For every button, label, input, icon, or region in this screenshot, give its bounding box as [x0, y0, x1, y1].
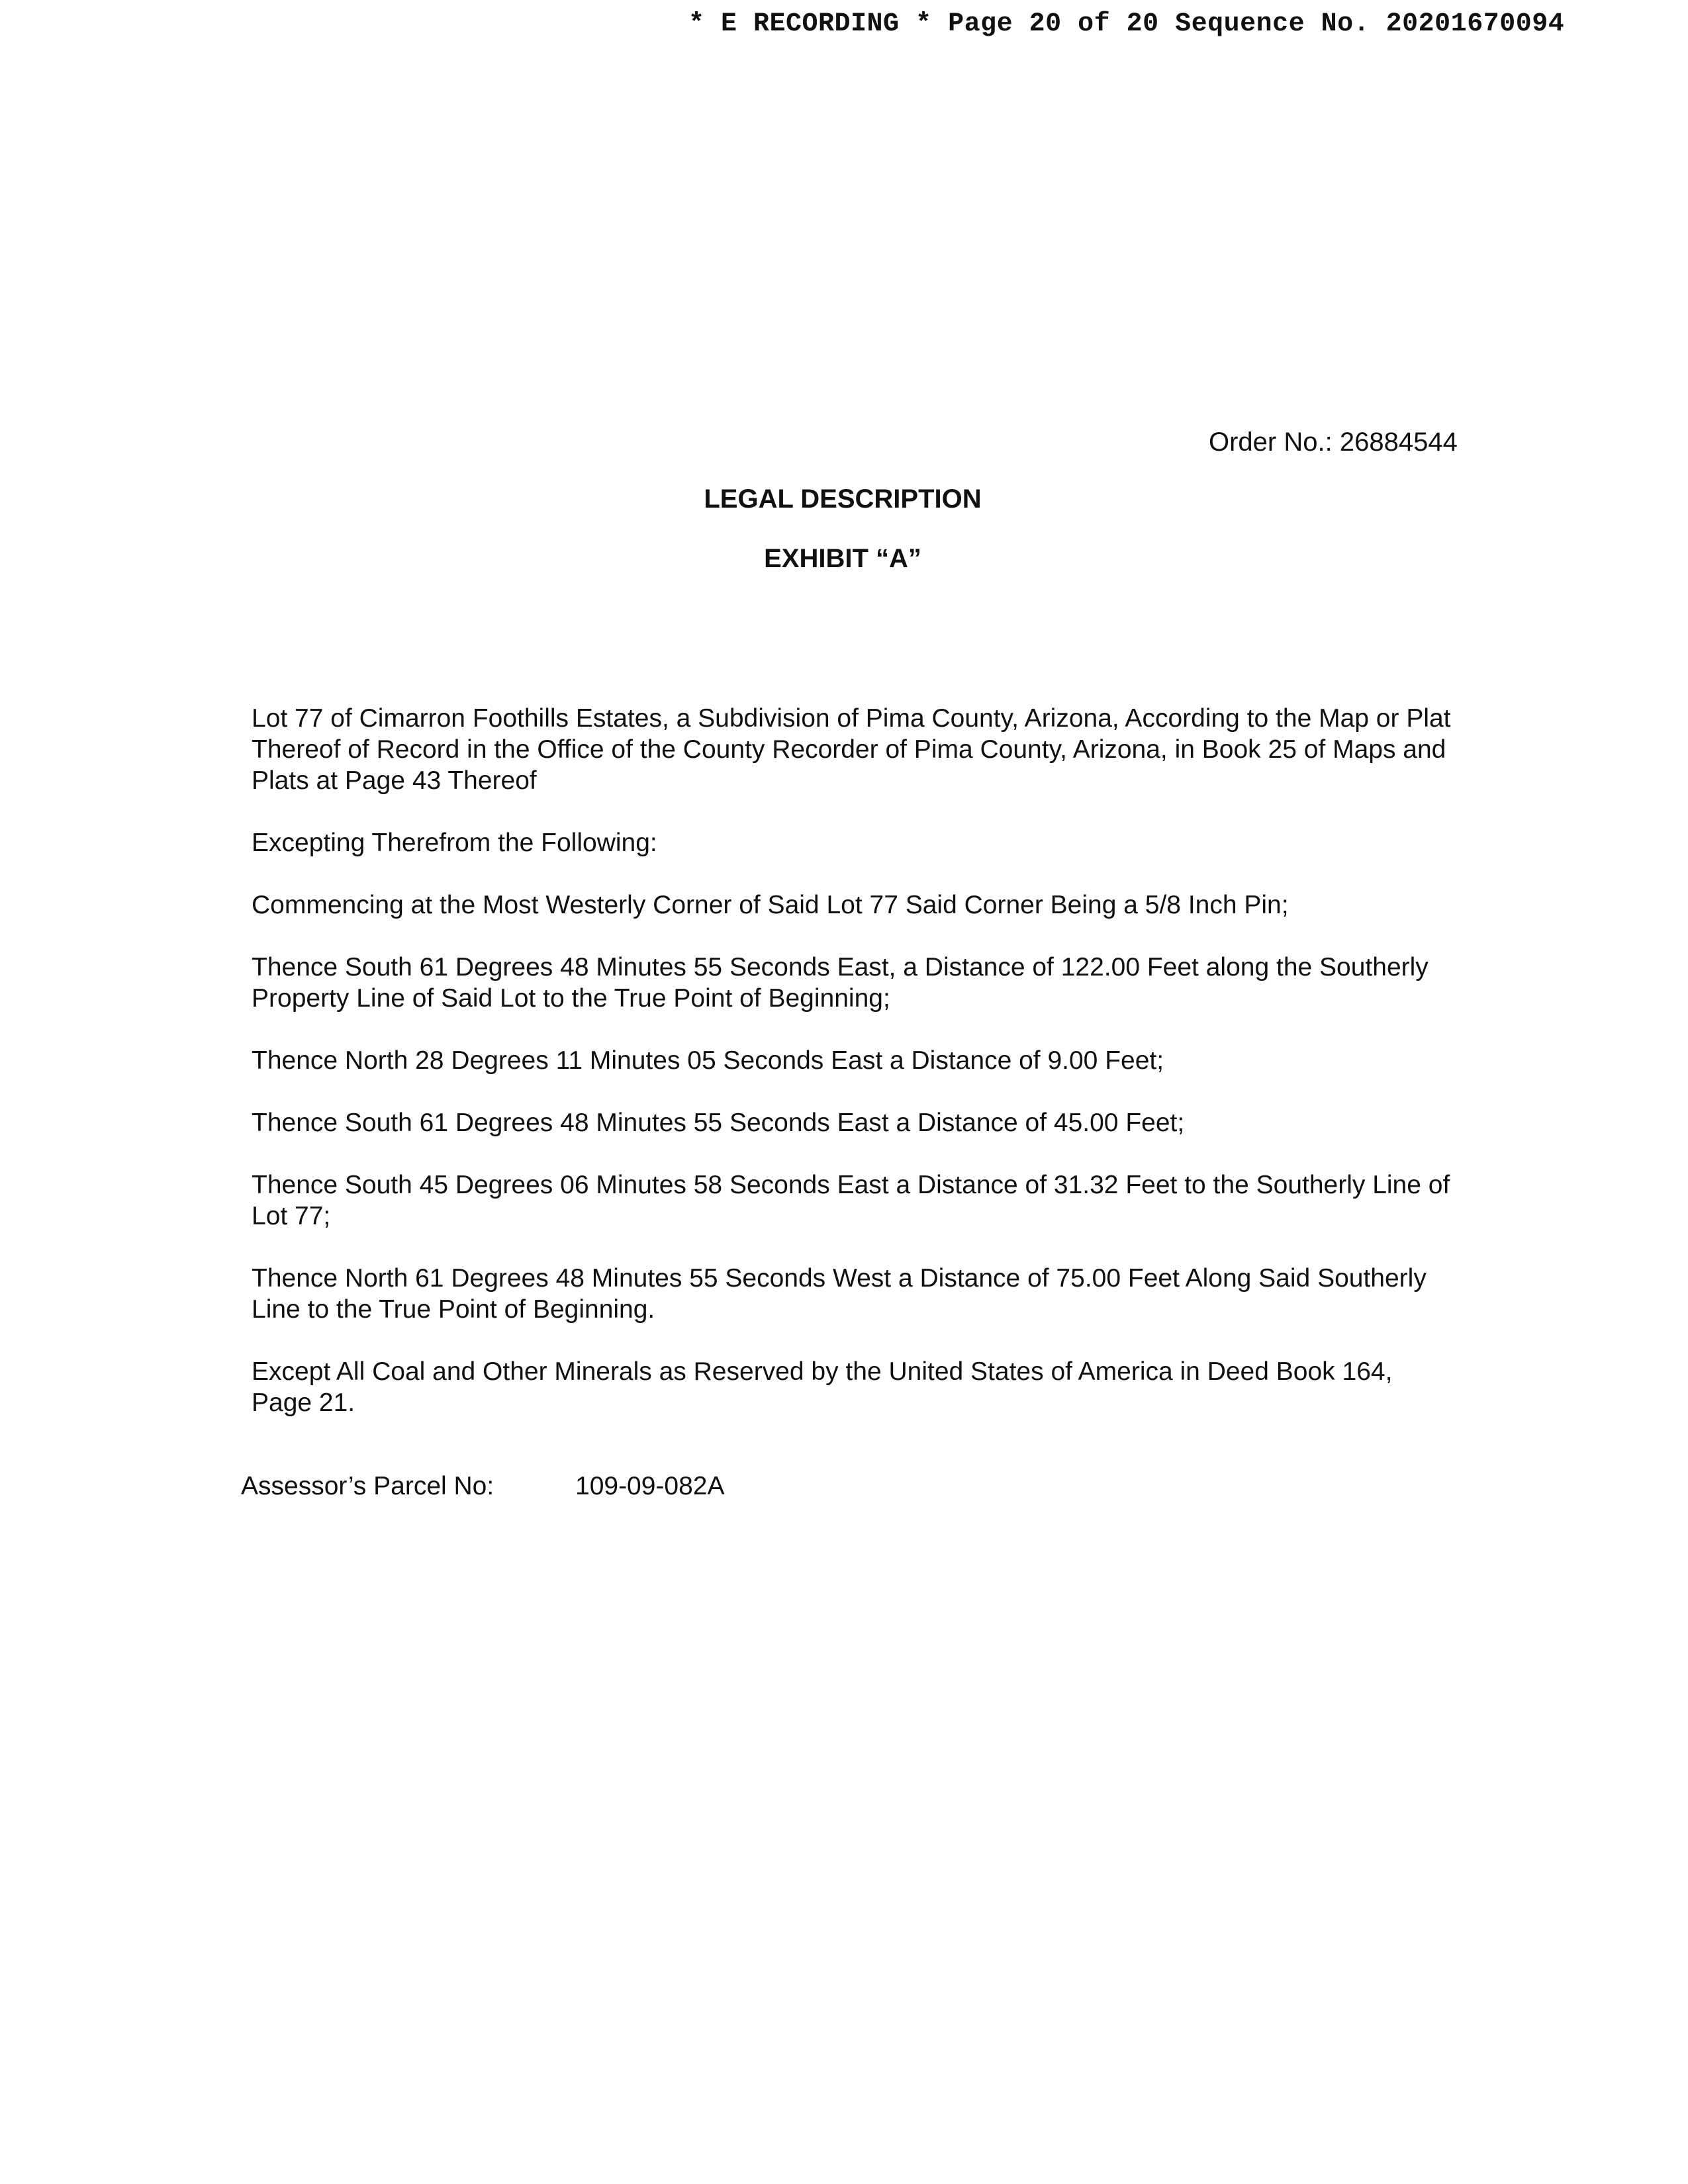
order-number — [1209, 428, 1458, 457]
order-number-label: Order No.: — [1209, 428, 1333, 457]
exhibit-title: EXHIBIT “A” — [764, 544, 921, 573]
assessor-parcel-label: Assessor’s Parcel No: — [241, 1472, 494, 1500]
paragraph-lot-description: Lot 77 of Cimarron Foothills Estates, a Subdivision of Pima County, Arizona, According to the Map or Plat Thereof of Record in the Office of the County Recorder of Pima County, Arizona, in Book 25 of Maps and Plats at Page 43 Thereof — [252, 704, 1451, 795]
paragraph-course-1: Thence South 61 Degrees 48 Minutes 55 Seconds East, a Distance of 122.00 Feet along the Southerly Property Line of Said Lot to the True Point of Beginning; — [252, 953, 1429, 1013]
legal-description-body — [252, 703, 1456, 1449]
paragraph-commencing: Commencing at the Most Westerly Corner of Said Lot 77 Said Corner Being a 5/8 Inch Pin; — [252, 891, 1289, 919]
paragraph-course-3: Thence South 61 Degrees 48 Minutes 55 Seconds East a Distance of 45.00 Feet; — [252, 1109, 1185, 1137]
paragraph-mineral-exception: Except All Coal and Other Minerals as Reserved by the United States of America in Deed Book 164, Page 21. — [252, 1357, 1393, 1417]
legal-description-title: LEGAL DESCRIPTION — [704, 484, 982, 514]
assessor-parcel — [241, 1472, 725, 1501]
recording-header: * E RECORDING * Page 20 of 20 Sequence No. 20201670094 — [688, 9, 1565, 39]
paragraph-course-5: Thence North 61 Degrees 48 Minutes 55 Seconds West a Distance of 75.00 Feet Along Said Southerly Line to the True Point of Beginning. — [252, 1264, 1427, 1324]
paragraph-excepting: Excepting Therefrom the Following: — [252, 829, 657, 857]
assessor-parcel-value: 109-09-082A — [575, 1472, 725, 1500]
order-number-value: 26884544 — [1339, 428, 1458, 457]
paragraph-course-4: Thence South 45 Degrees 06 Minutes 58 Seconds East a Distance of 31.32 Feet to the Southerly Line of Lot 77; — [252, 1171, 1450, 1230]
paragraph-course-2: Thence North 28 Degrees 11 Minutes 05 Seconds East a Distance of 9.00 Feet; — [252, 1046, 1164, 1075]
